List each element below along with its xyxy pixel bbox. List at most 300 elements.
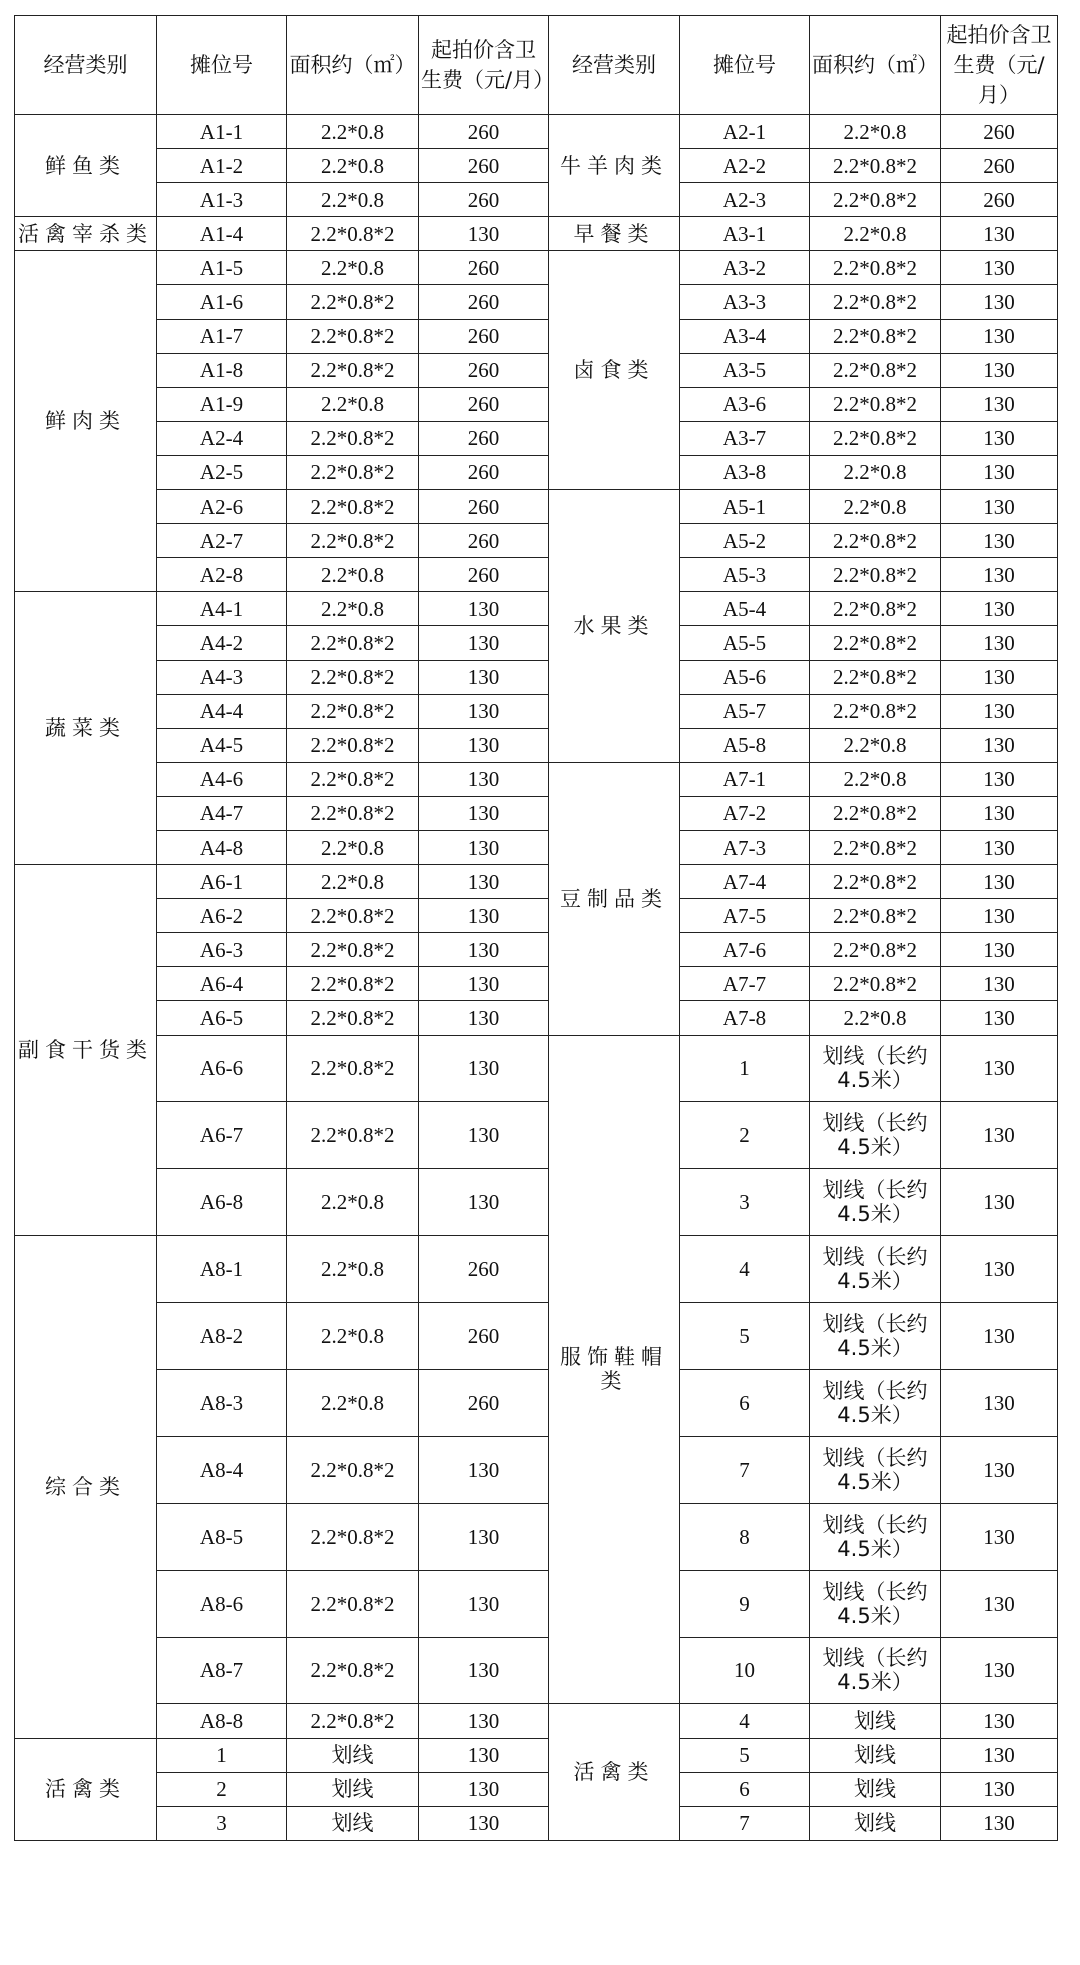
- table-row: [15, 285, 1058, 319]
- price-cell: 130: [419, 1035, 549, 1102]
- stall-number-cell: 3: [680, 1169, 810, 1236]
- category-cell: 鲜肉类: [15, 251, 157, 592]
- table-row: [15, 1738, 1058, 1772]
- area-cell: 2.2*0.8*2: [287, 421, 419, 455]
- price-cell: 130: [941, 217, 1058, 251]
- stall-number-cell: A3-8: [680, 455, 810, 489]
- stall-number-cell: 9: [680, 1570, 810, 1637]
- price-cell: 130: [419, 626, 549, 660]
- table-row: [15, 796, 1058, 830]
- price-cell: 130: [419, 1570, 549, 1637]
- price-cell: 130: [419, 1503, 549, 1570]
- table-row: [15, 421, 1058, 455]
- price-cell: 130: [941, 490, 1058, 524]
- price-cell: 130: [419, 660, 549, 694]
- area-cell: 2.2*0.8*2: [287, 455, 419, 489]
- price-cell: 130: [941, 694, 1058, 728]
- area-cell: 划线: [287, 1772, 419, 1806]
- price-cell: 130: [941, 353, 1058, 387]
- area-cell: 2.2*0.8*2: [287, 217, 419, 251]
- table-row: [15, 455, 1058, 489]
- area-cell: 2.2*0.8: [810, 762, 941, 796]
- price-cell: 260: [419, 115, 549, 149]
- area-cell: 2.2*0.8*2: [810, 592, 941, 626]
- price-cell: 130: [941, 1169, 1058, 1236]
- price-cell: 260: [419, 558, 549, 592]
- stall-number-cell: A6-2: [157, 899, 287, 933]
- price-cell: 260: [419, 524, 549, 558]
- area-cell: 划线: [810, 1704, 941, 1738]
- price-cell: 130: [941, 1772, 1058, 1806]
- area-cell: 2.2*0.8*2: [287, 762, 419, 796]
- stall-number-cell: A7-3: [680, 830, 810, 864]
- area-cell: 2.2*0.8: [287, 1369, 419, 1436]
- stall-number-cell: A5-2: [680, 524, 810, 558]
- area-cell: 划线: [810, 1772, 941, 1806]
- area-cell: 2.2*0.8: [287, 1303, 419, 1370]
- price-cell: 130: [419, 1436, 549, 1503]
- area-cell: 2.2*0.8*2: [810, 319, 941, 353]
- stall-number-cell: A2-1: [680, 115, 810, 149]
- price-cell: 130: [941, 1369, 1058, 1436]
- area-cell: 2.2*0.8*2: [287, 694, 419, 728]
- price-cell: 130: [941, 1570, 1058, 1637]
- header-stall-no: 摊位号: [157, 16, 287, 115]
- price-cell: 130: [941, 558, 1058, 592]
- stall-number-cell: A3-4: [680, 319, 810, 353]
- price-cell: 130: [941, 592, 1058, 626]
- area-cell: 2.2*0.8*2: [287, 1570, 419, 1637]
- header-price: 起拍价含卫生费（元/月）: [419, 16, 549, 115]
- stall-number-cell: A8-3: [157, 1369, 287, 1436]
- price-cell: 130: [941, 1704, 1058, 1738]
- stall-number-cell: 4: [680, 1704, 810, 1738]
- stall-number-cell: A6-1: [157, 865, 287, 899]
- table-row: [15, 933, 1058, 967]
- stall-number-cell: A4-6: [157, 762, 287, 796]
- area-cell: 2.2*0.8: [287, 1169, 419, 1236]
- stall-number-cell: A1-1: [157, 115, 287, 149]
- area-cell: 2.2*0.8*2: [287, 1102, 419, 1169]
- area-cell: 划线: [287, 1806, 419, 1840]
- price-cell: 260: [419, 353, 549, 387]
- stall-number-cell: A5-5: [680, 626, 810, 660]
- area-cell: 划线（长约4.5米）: [810, 1169, 941, 1236]
- price-cell: 130: [941, 1102, 1058, 1169]
- stall-number-cell: A3-3: [680, 285, 810, 319]
- stall-number-cell: 7: [680, 1436, 810, 1503]
- price-cell: 260: [419, 490, 549, 524]
- price-cell: 260: [419, 1236, 549, 1303]
- table-row: [15, 1704, 1058, 1738]
- price-cell: 130: [419, 762, 549, 796]
- stall-number-cell: 10: [680, 1637, 810, 1704]
- stall-number-cell: A4-4: [157, 694, 287, 728]
- stall-number-cell: A4-5: [157, 728, 287, 762]
- area-cell: 2.2*0.8*2: [810, 251, 941, 285]
- area-cell: 2.2*0.8: [810, 455, 941, 489]
- price-cell: 130: [419, 728, 549, 762]
- price-cell: 130: [941, 455, 1058, 489]
- area-cell: 划线: [287, 1738, 419, 1772]
- area-cell: 2.2*0.8*2: [810, 421, 941, 455]
- price-cell: 130: [941, 1001, 1058, 1035]
- stall-number-cell: A1-4: [157, 217, 287, 251]
- price-cell: 130: [941, 1738, 1058, 1772]
- stall-number-cell: A2-2: [680, 149, 810, 183]
- stall-number-cell: A3-2: [680, 251, 810, 285]
- stall-number-cell: A1-7: [157, 319, 287, 353]
- price-cell: 260: [419, 1369, 549, 1436]
- category-cell: 早餐类: [549, 217, 680, 251]
- area-cell: 划线（长约4.5米）: [810, 1503, 941, 1570]
- table-row: [15, 865, 1058, 899]
- stall-number-cell: A2-3: [680, 183, 810, 217]
- stall-number-cell: A2-8: [157, 558, 287, 592]
- area-cell: 划线（长约4.5米）: [810, 1637, 941, 1704]
- area-cell: 2.2*0.8*2: [287, 1035, 419, 1102]
- area-cell: 2.2*0.8*2: [810, 899, 941, 933]
- price-cell: 130: [941, 1637, 1058, 1704]
- stall-number-cell: A1-9: [157, 387, 287, 421]
- stall-number-cell: 4: [680, 1236, 810, 1303]
- stall-number-cell: A7-8: [680, 1001, 810, 1035]
- stall-number-cell: A1-8: [157, 353, 287, 387]
- category-cell: 卤食类: [549, 251, 680, 490]
- area-cell: 2.2*0.8*2: [810, 830, 941, 864]
- area-cell: 2.2*0.8: [287, 558, 419, 592]
- category-cell: 鲜鱼类: [15, 115, 157, 217]
- table-row: [15, 899, 1058, 933]
- area-cell: 划线（长约4.5米）: [810, 1436, 941, 1503]
- area-cell: 2.2*0.8*2: [287, 490, 419, 524]
- area-cell: 2.2*0.8: [287, 149, 419, 183]
- header-category: 经营类别: [15, 16, 157, 115]
- price-cell: 130: [941, 762, 1058, 796]
- table-row: [15, 490, 1058, 524]
- stall-number-cell: A2-6: [157, 490, 287, 524]
- price-cell: 130: [419, 1704, 549, 1738]
- category-cell: 豆制品类: [549, 762, 680, 1035]
- stall-number-cell: A1-2: [157, 149, 287, 183]
- price-cell: 260: [419, 421, 549, 455]
- price-cell: 130: [941, 421, 1058, 455]
- stall-number-cell: 3: [157, 1806, 287, 1840]
- table-row: [15, 1436, 1058, 1503]
- price-cell: 130: [419, 933, 549, 967]
- stall-auction-table: [14, 15, 1058, 1841]
- stall-number-cell: A3-6: [680, 387, 810, 421]
- category-cell: 牛羊肉类: [549, 115, 680, 217]
- stall-number-cell: 8: [680, 1503, 810, 1570]
- header-area: 面积约（㎡）: [810, 16, 941, 115]
- area-cell: 2.2*0.8: [287, 830, 419, 864]
- price-cell: 130: [419, 694, 549, 728]
- area-cell: 划线（长约4.5米）: [810, 1369, 941, 1436]
- table-row: [15, 115, 1058, 149]
- price-cell: 130: [941, 1035, 1058, 1102]
- table-row: [15, 1102, 1058, 1169]
- price-cell: 130: [419, 1169, 549, 1236]
- price-cell: 130: [941, 933, 1058, 967]
- stall-number-cell: A5-4: [680, 592, 810, 626]
- price-cell: 260: [419, 455, 549, 489]
- stall-number-cell: A6-3: [157, 933, 287, 967]
- table-row: [15, 1806, 1058, 1840]
- table-row: [15, 762, 1058, 796]
- stall-number-cell: A5-3: [680, 558, 810, 592]
- area-cell: 2.2*0.8*2: [287, 1503, 419, 1570]
- area-cell: 2.2*0.8*2: [810, 524, 941, 558]
- price-cell: 130: [941, 251, 1058, 285]
- stall-number-cell: A7-7: [680, 967, 810, 1001]
- area-cell: 2.2*0.8: [287, 865, 419, 899]
- stall-number-cell: A1-3: [157, 183, 287, 217]
- area-cell: 2.2*0.8: [287, 387, 419, 421]
- stall-number-cell: A6-4: [157, 967, 287, 1001]
- stall-number-cell: A5-6: [680, 660, 810, 694]
- price-cell: 130: [419, 1806, 549, 1840]
- stall-number-cell: A6-6: [157, 1035, 287, 1102]
- price-cell: 260: [419, 149, 549, 183]
- price-cell: 130: [941, 285, 1058, 319]
- stall-number-cell: 6: [680, 1772, 810, 1806]
- category-cell: 综合类: [15, 1236, 157, 1738]
- stall-number-cell: A1-6: [157, 285, 287, 319]
- area-cell: 2.2*0.8*2: [287, 967, 419, 1001]
- area-cell: 2.2*0.8*2: [810, 353, 941, 387]
- table-row: [15, 1035, 1058, 1102]
- area-cell: 2.2*0.8: [810, 1001, 941, 1035]
- stall-number-cell: A7-4: [680, 865, 810, 899]
- table-row: [15, 1236, 1058, 1303]
- stall-number-cell: A5-8: [680, 728, 810, 762]
- header-stall-no: 摊位号: [680, 16, 810, 115]
- price-cell: 130: [419, 1772, 549, 1806]
- area-cell: 2.2*0.8: [287, 1236, 419, 1303]
- table-row: [15, 524, 1058, 558]
- area-cell: 2.2*0.8: [287, 592, 419, 626]
- table-row: [15, 728, 1058, 762]
- area-cell: 划线（长约4.5米）: [810, 1236, 941, 1303]
- table-row: [15, 387, 1058, 421]
- price-cell: 130: [941, 967, 1058, 1001]
- stall-number-cell: A7-6: [680, 933, 810, 967]
- stall-number-cell: A5-7: [680, 694, 810, 728]
- category-cell: 水果类: [549, 490, 680, 763]
- price-cell: 130: [941, 796, 1058, 830]
- area-cell: 2.2*0.8*2: [287, 933, 419, 967]
- price-cell: 130: [941, 319, 1058, 353]
- table-row: [15, 592, 1058, 626]
- table-row: [15, 1369, 1058, 1436]
- area-cell: 2.2*0.8*2: [287, 524, 419, 558]
- area-cell: 2.2*0.8: [810, 490, 941, 524]
- price-cell: 130: [419, 217, 549, 251]
- area-cell: 2.2*0.8*2: [287, 353, 419, 387]
- stall-number-cell: 7: [680, 1806, 810, 1840]
- price-cell: 260: [419, 1303, 549, 1370]
- area-cell: 2.2*0.8: [287, 115, 419, 149]
- stall-number-cell: A6-5: [157, 1001, 287, 1035]
- price-cell: 260: [941, 115, 1058, 149]
- stall-number-cell: 5: [680, 1738, 810, 1772]
- stall-number-cell: A7-1: [680, 762, 810, 796]
- area-cell: 2.2*0.8: [810, 217, 941, 251]
- header-price: 起拍价含卫生费（元/月）: [941, 16, 1058, 115]
- stall-number-cell: A4-2: [157, 626, 287, 660]
- stall-number-cell: A3-5: [680, 353, 810, 387]
- price-cell: 130: [941, 387, 1058, 421]
- area-cell: 2.2*0.8*2: [287, 1637, 419, 1704]
- table-row: [15, 217, 1058, 251]
- price-cell: 130: [419, 865, 549, 899]
- price-cell: 130: [941, 728, 1058, 762]
- area-cell: 2.2*0.8: [810, 728, 941, 762]
- table-row: [15, 694, 1058, 728]
- price-cell: 130: [419, 1637, 549, 1704]
- price-cell: 130: [941, 1436, 1058, 1503]
- table-row: [15, 967, 1058, 1001]
- stall-number-cell: A8-2: [157, 1303, 287, 1370]
- stall-number-cell: A7-5: [680, 899, 810, 933]
- area-cell: 划线（长约4.5米）: [810, 1035, 941, 1102]
- stall-number-cell: 5: [680, 1303, 810, 1370]
- area-cell: 2.2*0.8*2: [287, 1001, 419, 1035]
- price-cell: 130: [419, 1102, 549, 1169]
- area-cell: 2.2*0.8: [287, 251, 419, 285]
- table-row: [15, 558, 1058, 592]
- table-row: [15, 1503, 1058, 1570]
- price-cell: 130: [419, 1738, 549, 1772]
- stall-number-cell: 1: [680, 1035, 810, 1102]
- category-cell: 蔬菜类: [15, 592, 157, 865]
- stall-number-cell: A8-6: [157, 1570, 287, 1637]
- price-cell: 260: [419, 387, 549, 421]
- price-cell: 130: [419, 830, 549, 864]
- area-cell: 划线（长约4.5米）: [810, 1303, 941, 1370]
- table-row: [15, 1570, 1058, 1637]
- stall-number-cell: A3-1: [680, 217, 810, 251]
- table-body: [15, 115, 1058, 1841]
- area-cell: 2.2*0.8*2: [287, 285, 419, 319]
- table-row: [15, 1637, 1058, 1704]
- area-cell: 2.2*0.8*2: [810, 796, 941, 830]
- price-cell: 260: [941, 149, 1058, 183]
- stall-number-cell: A1-5: [157, 251, 287, 285]
- area-cell: 划线（长约4.5米）: [810, 1102, 941, 1169]
- category-cell: 活禽类: [549, 1704, 680, 1840]
- price-cell: 130: [419, 899, 549, 933]
- area-cell: 划线（长约4.5米）: [810, 1570, 941, 1637]
- area-cell: 2.2*0.8*2: [287, 796, 419, 830]
- table-row: [15, 1772, 1058, 1806]
- table-row: [15, 1303, 1058, 1370]
- stall-number-cell: 2: [680, 1102, 810, 1169]
- area-cell: 2.2*0.8: [287, 183, 419, 217]
- table-row: [15, 626, 1058, 660]
- area-cell: 2.2*0.8*2: [810, 660, 941, 694]
- stall-number-cell: A2-5: [157, 455, 287, 489]
- price-cell: 130: [419, 592, 549, 626]
- stall-number-cell: 6: [680, 1369, 810, 1436]
- area-cell: 2.2*0.8*2: [810, 183, 941, 217]
- area-cell: 2.2*0.8*2: [287, 1436, 419, 1503]
- price-cell: 130: [941, 899, 1058, 933]
- stall-number-cell: A5-1: [680, 490, 810, 524]
- price-cell: 130: [419, 1001, 549, 1035]
- category-cell: 副食干货类: [15, 865, 157, 1236]
- stall-number-cell: A2-4: [157, 421, 287, 455]
- table-row: [15, 1001, 1058, 1035]
- price-cell: 130: [941, 1303, 1058, 1370]
- area-cell: 2.2*0.8*2: [287, 319, 419, 353]
- stall-number-cell: A8-4: [157, 1436, 287, 1503]
- table-row: [15, 319, 1058, 353]
- category-cell: 活禽宰杀类: [15, 217, 157, 251]
- stall-number-cell: A2-7: [157, 524, 287, 558]
- stall-number-cell: 2: [157, 1772, 287, 1806]
- price-cell: 130: [941, 626, 1058, 660]
- area-cell: 2.2*0.8*2: [810, 285, 941, 319]
- area-cell: 2.2*0.8*2: [810, 149, 941, 183]
- area-cell: 2.2*0.8*2: [810, 865, 941, 899]
- stall-number-cell: A4-1: [157, 592, 287, 626]
- stall-number-cell: A7-2: [680, 796, 810, 830]
- header-category: 经营类别: [549, 16, 680, 115]
- header-area: 面积约（㎡）: [287, 16, 419, 115]
- stall-number-cell: A8-7: [157, 1637, 287, 1704]
- price-cell: 130: [941, 1503, 1058, 1570]
- price-cell: 130: [941, 1236, 1058, 1303]
- area-cell: 2.2*0.8*2: [810, 387, 941, 421]
- table-row: [15, 660, 1058, 694]
- stall-number-cell: A4-7: [157, 796, 287, 830]
- area-cell: 2.2*0.8*2: [287, 626, 419, 660]
- area-cell: 划线: [810, 1738, 941, 1772]
- area-cell: 2.2*0.8*2: [287, 660, 419, 694]
- price-cell: 130: [941, 830, 1058, 864]
- stall-number-cell: 1: [157, 1738, 287, 1772]
- table-row: [15, 353, 1058, 387]
- price-cell: 260: [941, 183, 1058, 217]
- stall-number-cell: A4-8: [157, 830, 287, 864]
- category-cell: 服饰鞋帽类: [549, 1035, 680, 1704]
- stall-number-cell: A3-7: [680, 421, 810, 455]
- stall-number-cell: A8-5: [157, 1503, 287, 1570]
- table-row: [15, 830, 1058, 864]
- table-row: [15, 183, 1058, 217]
- area-cell: 2.2*0.8*2: [287, 1704, 419, 1738]
- stall-number-cell: A4-3: [157, 660, 287, 694]
- table-row: [15, 251, 1058, 285]
- stall-number-cell: A8-1: [157, 1236, 287, 1303]
- price-cell: 260: [419, 285, 549, 319]
- area-cell: 2.2*0.8: [810, 115, 941, 149]
- stall-number-cell: A6-7: [157, 1102, 287, 1169]
- stall-number-cell: A8-8: [157, 1704, 287, 1738]
- area-cell: 2.2*0.8*2: [287, 899, 419, 933]
- category-cell: 活禽类: [15, 1738, 157, 1840]
- stall-number-cell: A6-8: [157, 1169, 287, 1236]
- price-cell: 130: [941, 865, 1058, 899]
- price-cell: 260: [419, 183, 549, 217]
- price-cell: 130: [941, 1806, 1058, 1840]
- price-cell: 260: [419, 319, 549, 353]
- area-cell: 2.2*0.8*2: [810, 967, 941, 1001]
- area-cell: 2.2*0.8*2: [810, 558, 941, 592]
- price-cell: 130: [941, 524, 1058, 558]
